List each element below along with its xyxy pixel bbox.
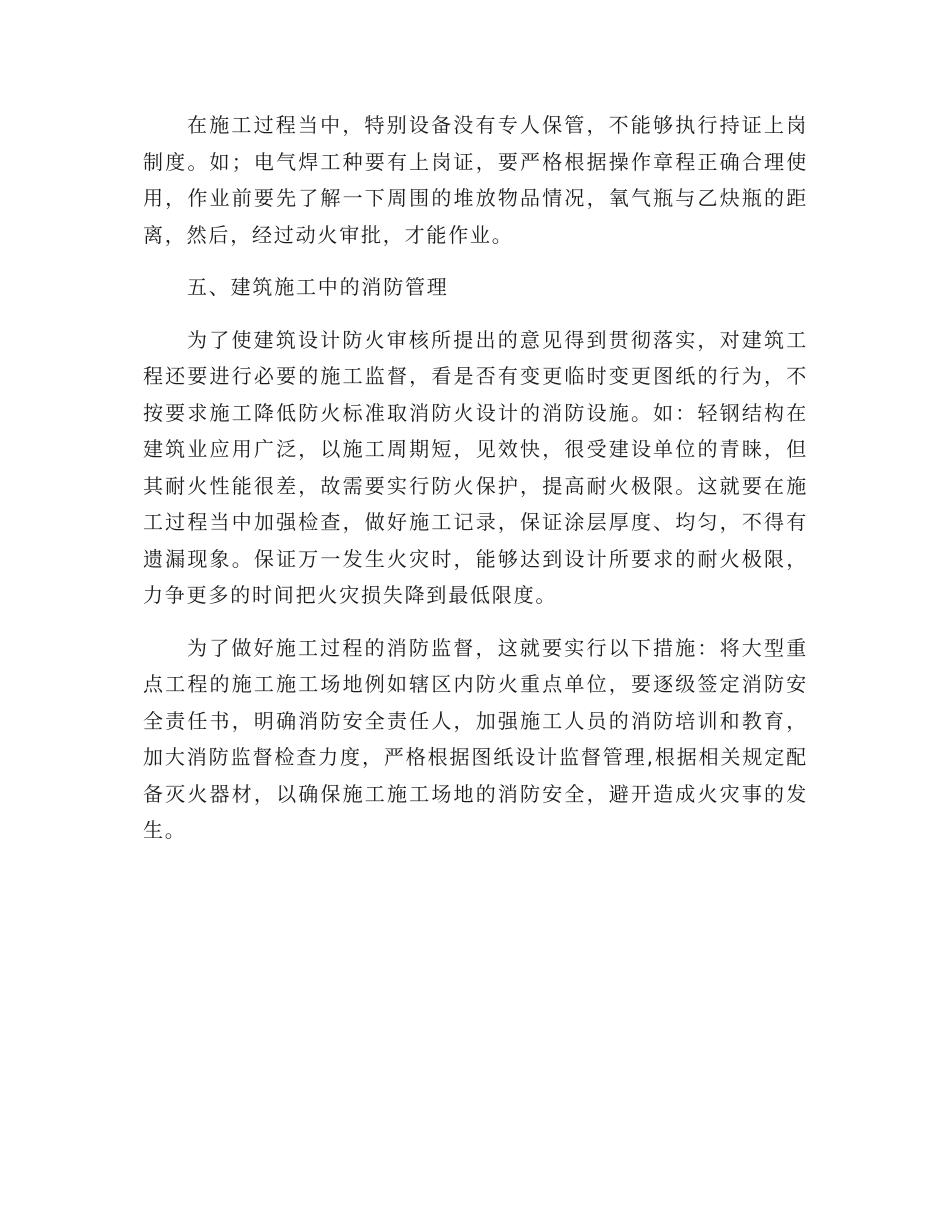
paragraph-supervision-measures: 为了做好施工过程的消防监督，这就要实行以下措施：将大型重点工程的施工施工场地例如辖区内防火重点单位，要逐级签定消防安全责任书，明确消防安全责任人，加强施工人员的消防培训和教育，加大消防监督检查力度，严格根据图纸设计监督管理,根据相关规定配备灭火器材，以确保施工施工场地的消防安全，避开造成火灾事的发生。 [143,635,808,842]
document-body [143,107,808,865]
paragraph-welding-permit: 在施工过程当中，特别设备没有专人保管，不能够执行持证上岗制度。如；电气焊工种要有上岗证，要严格根据操作章程正确合理使用，作业前要先了解一下周围的堆放物品情况，氧气瓶与乙炔瓶的距离，然后，经过动火审批，才能作业。 [143,113,808,247]
paragraph-construction-supervision: 为了使建筑设计防火审核所提出的意见得到贯彻落实，对建筑工程还要进行必要的施工监督，看是否有变更临时变更图纸的行为，不按要求施工降低防火标准取消防火设计的消防设施。如：轻钢结构在建筑业应用广泛，以施工周期短，见效快，很受建设单位的青睐，但其耐火性能很差，故需要实行防火保护，提高耐火极限。这就要在施工过程当中加强检查，做好施工记录，保证涂层厚度、均匀，不得有遗漏现象。保证万一发生火灾时，能够达到设计所要求的耐火极限，力争更多的时间把火灾损失降到最低限度。 [143,327,808,607]
section-heading-fire-management: 五、建筑施工中的消防管理 [187,275,449,299]
